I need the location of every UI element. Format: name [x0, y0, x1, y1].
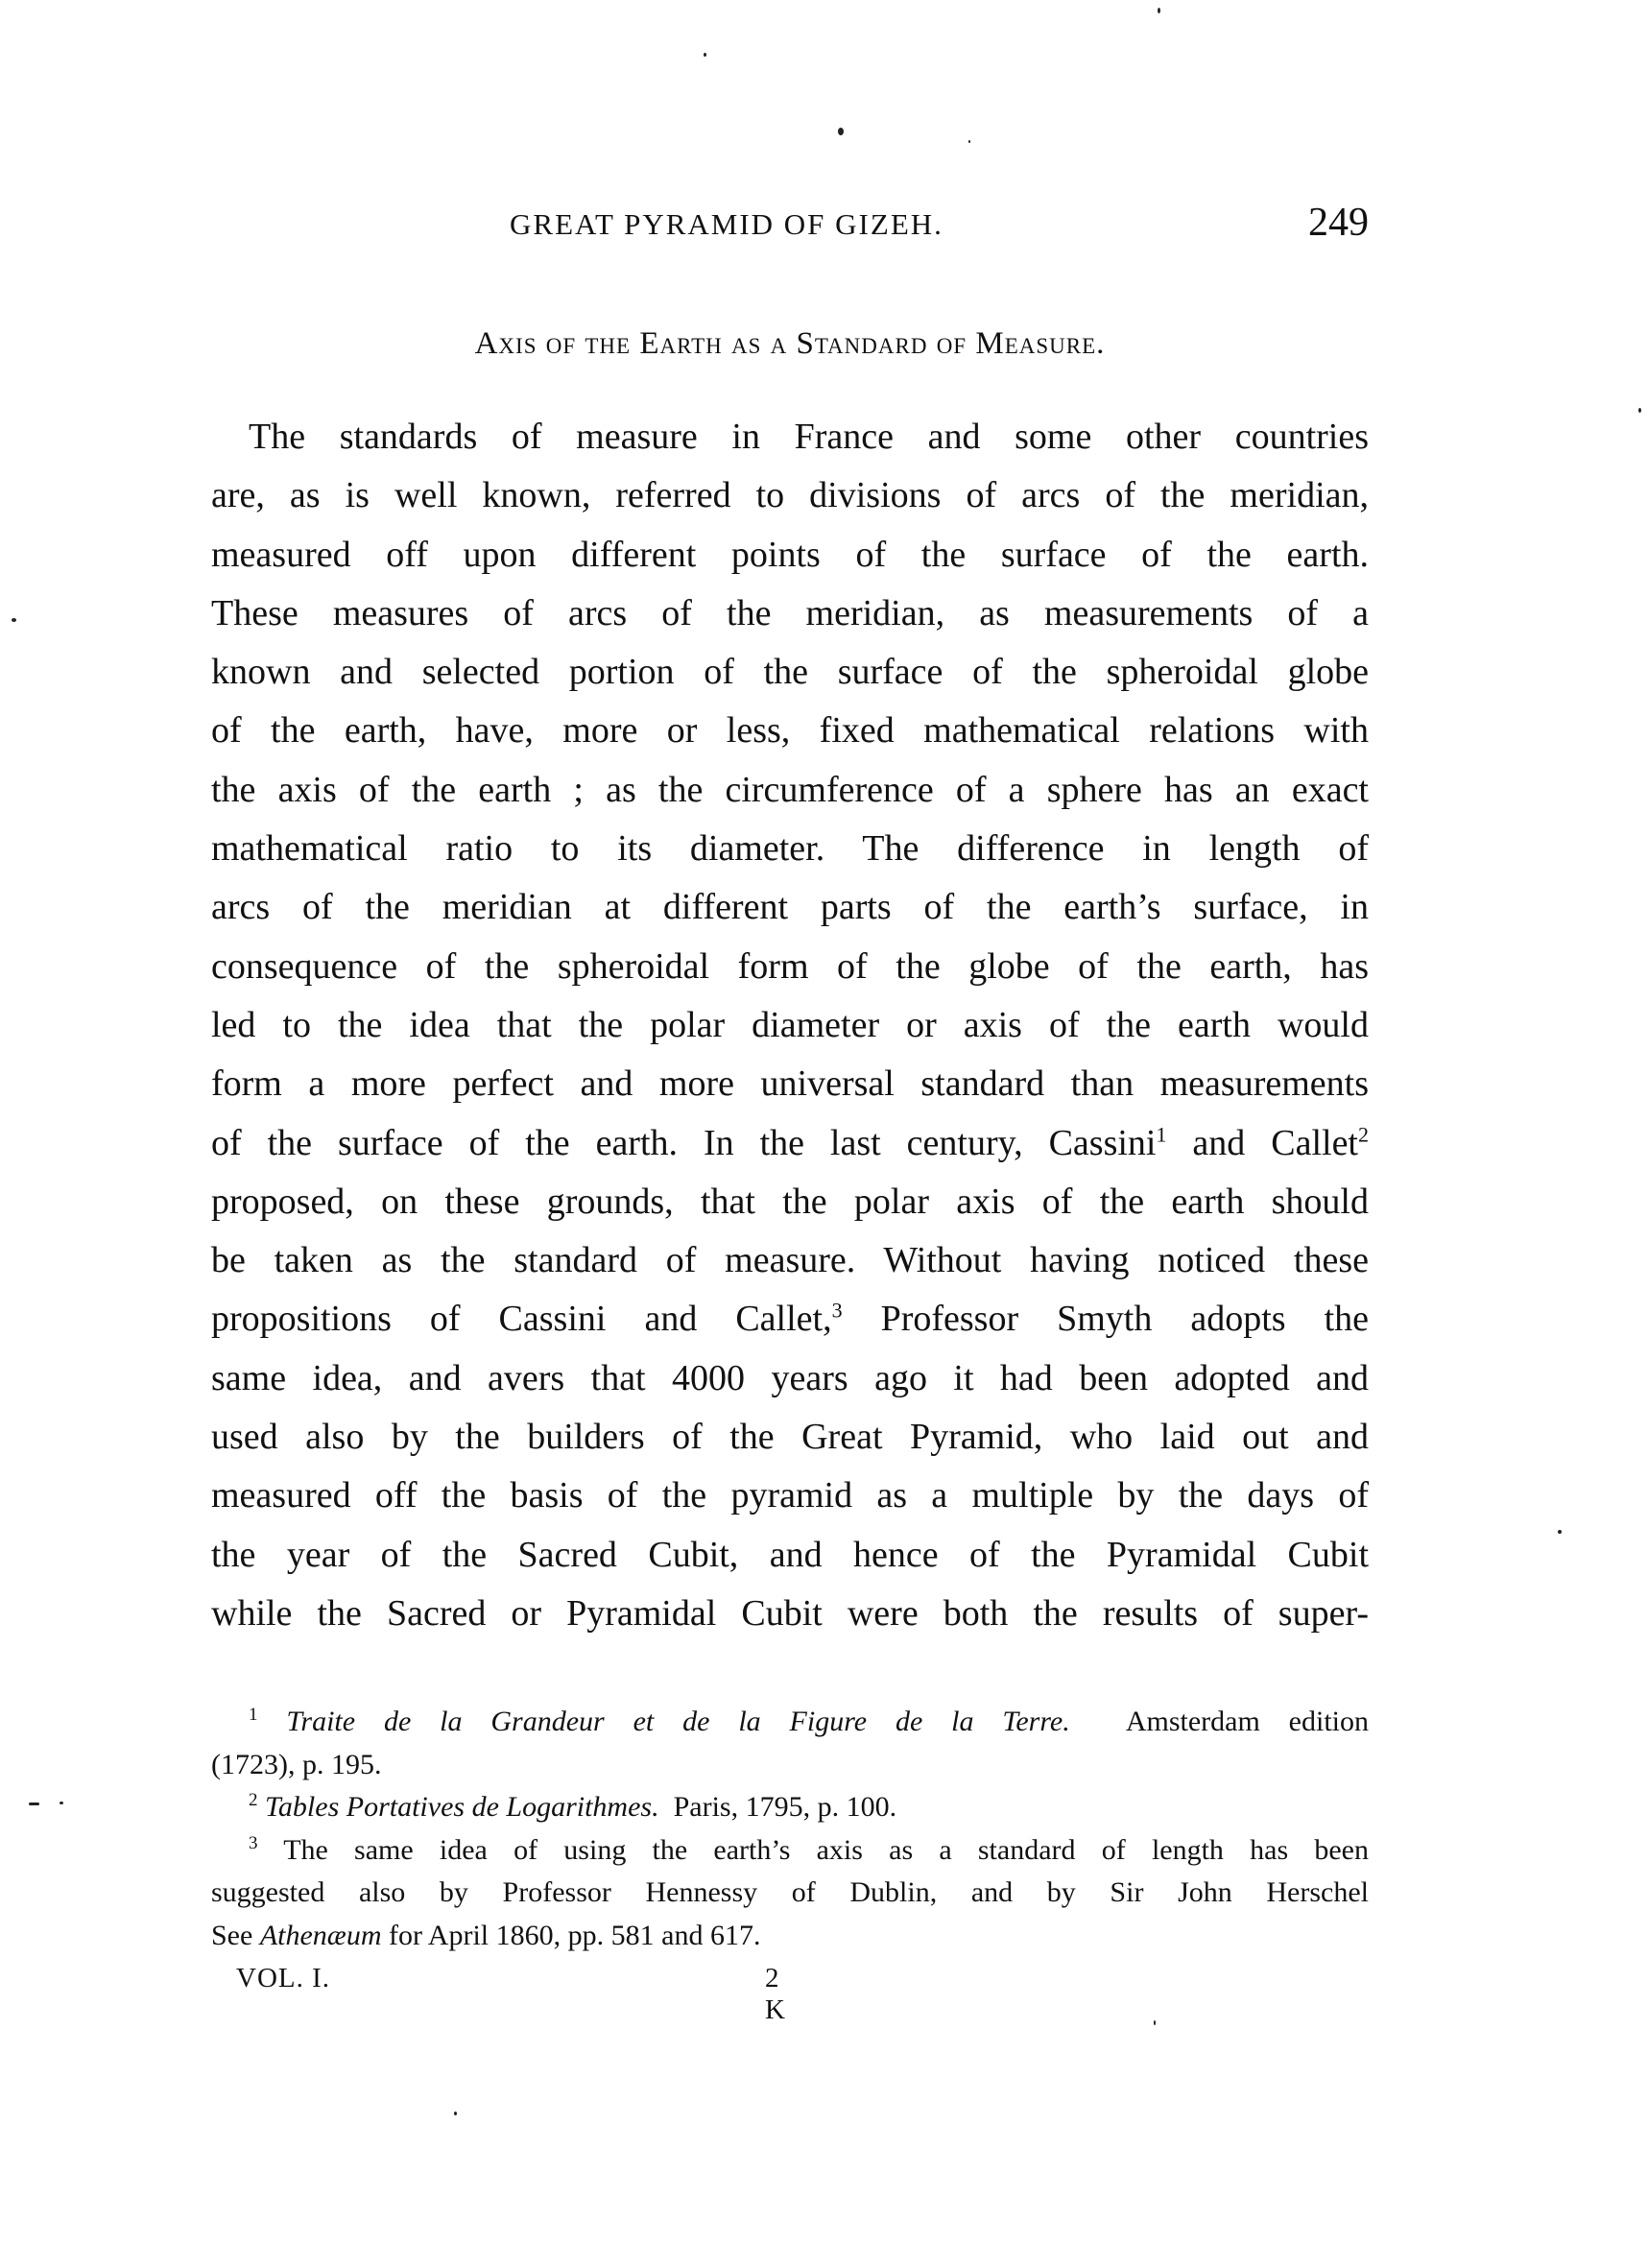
- body-line: are, as is well known, referred to divisions of arcs of the meridian,: [211, 475, 1369, 516]
- body-line: [211, 1114, 1369, 1173]
- footnote-1: [211, 1701, 1369, 1744]
- text-run: Professor Smyth adopts the: [842, 1299, 1369, 1340]
- footnote-text: Paris, 1795, p. 100.: [658, 1791, 897, 1824]
- body-line: same idea, and avers that 4000 years ago it had been adopted and: [211, 1357, 1369, 1398]
- footnote-title: Traite de la Grandeur et de la Figure de la Terre.: [286, 1706, 1070, 1737]
- body-line: These measures of arcs of the meridian, as measurements of a: [211, 592, 1369, 633]
- footnote-3-line: [211, 1915, 1369, 1958]
- running-head: [510, 200, 1369, 248]
- footnote-2: [211, 1786, 1369, 1829]
- footnote-marker: 3: [249, 1832, 258, 1853]
- signature-mark: 2 K: [765, 1963, 789, 2025]
- footnote-text: Amsterdam edition: [1069, 1706, 1369, 1737]
- footnote-3-line: suggested also by Professor Hennessy of Dublin, and by Sir John Herschel: [211, 1876, 1369, 1909]
- journal-title: Athenæum: [259, 1919, 382, 1951]
- body-line: consequence of the spheroidal form of the globe of the earth, has: [211, 945, 1369, 987]
- scan-speck: [1558, 1530, 1562, 1534]
- scan-speck: [454, 2112, 457, 2115]
- scan-speck: [968, 140, 970, 143]
- body-line: be taken as the standard of measure. Without having noticed these: [211, 1240, 1369, 1281]
- section-heading: Axis of the Earth as a Standard of Measure.: [474, 326, 1106, 361]
- scan-speck: [704, 53, 706, 57]
- text-run: for April 1860, pp. 581 and 617.: [381, 1919, 761, 1951]
- body-line: known and selected portion of the surface of the spheroidal globe: [211, 652, 1369, 693]
- text-run: propositions of Cassini and Callet,: [211, 1299, 832, 1340]
- body-line: form a more perfect and more universal standard than measurements: [211, 1063, 1369, 1105]
- body-line: while the Sacred or Pyramidal Cubit were both the results of super-: [211, 1592, 1369, 1634]
- scan-speck: [60, 1802, 63, 1804]
- body-line: arcs of the meridian at different parts of the earth’s surface, in: [211, 887, 1369, 928]
- body-paragraph: [211, 408, 1369, 1643]
- footnotes: [211, 1701, 1369, 1958]
- scan-speck: [1158, 8, 1160, 13]
- body-line: proposed, on these grounds, that the polar axis of the earth should: [211, 1181, 1369, 1222]
- scan-speck: [1154, 2020, 1156, 2025]
- signature-line: [236, 1963, 812, 2025]
- body-line: led to the idea that the polar diameter or axis of the earth would: [211, 1004, 1369, 1045]
- scan-speck: [1638, 408, 1641, 413]
- body-line: the axis of the earth ; as the circumference of a sphere has an exact: [211, 769, 1369, 810]
- body-line: The standards of measure in France and some other countries: [249, 417, 1369, 457]
- text-run: of the surface of the earth. In the last century, Cassini: [211, 1122, 1157, 1163]
- footnote-text: The same idea of using the earth’s axis as a standard of length has been: [283, 1833, 1369, 1866]
- footnote-1-continuation: (1723), p. 195.: [211, 1748, 382, 1780]
- body-line: measured off upon different points of the surface of the earth.: [211, 534, 1369, 575]
- text-run: See: [211, 1919, 260, 1951]
- footnote-title: Tables Portatives de Logarithmes.: [265, 1791, 659, 1824]
- footnote-marker: 1: [249, 1705, 258, 1725]
- body-line: of the earth, have, more or less, fixed mathematical relations with: [211, 710, 1369, 752]
- text-run: and Callet: [1166, 1122, 1358, 1163]
- body-line: the year of the Sacred Cubit, and hence of the Pyramidal Cubit: [211, 1534, 1369, 1575]
- footnote-ref-2[interactable]: 2: [1358, 1121, 1369, 1146]
- body-line: [211, 1290, 1369, 1349]
- body-line: used also by the builders of the Great Pyramid, who laid out and: [211, 1417, 1369, 1458]
- volume-label: VOL. I.: [236, 1963, 331, 1993]
- running-title: GREAT PYRAMID OF GIZEH.: [510, 207, 943, 241]
- body-line: measured off the basis of the pyramid as a multiple by the days of: [211, 1475, 1369, 1516]
- scan-speck: [29, 1802, 39, 1805]
- page-number: 249: [1308, 201, 1369, 245]
- footnote-ref-3[interactable]: 3: [831, 1298, 843, 1323]
- body-line: mathematical ratio to its diameter. The difference in length of: [211, 828, 1369, 870]
- scan-speck: [838, 128, 844, 135]
- scan-speck: [12, 618, 16, 622]
- footnote-marker: 2: [249, 1790, 258, 1811]
- footnote-ref-1[interactable]: 1: [1156, 1121, 1167, 1146]
- footnote-3: [211, 1829, 1369, 1873]
